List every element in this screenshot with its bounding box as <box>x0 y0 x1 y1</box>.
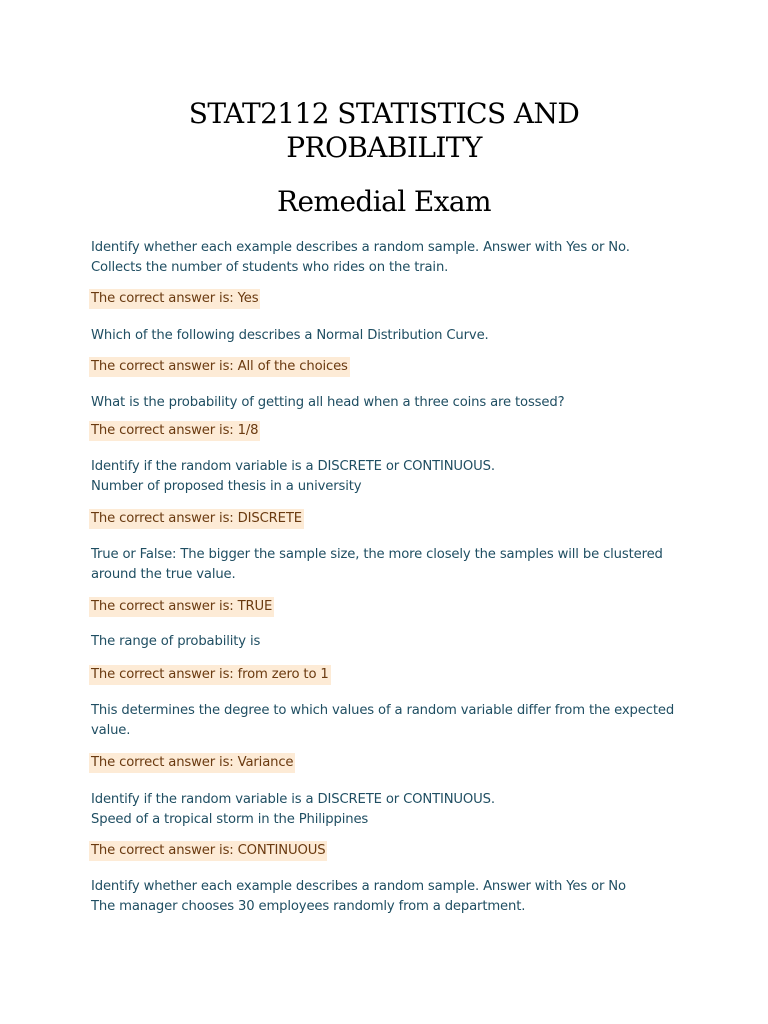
document-subtitle: Remedial Exam <box>277 185 491 218</box>
answer-8: The correct answer is: CONTINUOUS <box>89 841 327 861</box>
question-1 <box>91 238 691 278</box>
question-6 <box>91 632 691 652</box>
question-1-line-1: Identify whether each example describes a random sample. Answer with Yes or No. <box>91 240 630 255</box>
document-title-line-2: PROBABILITY <box>286 131 482 164</box>
answer-3: The correct answer is: 1/8 <box>89 421 260 441</box>
question-9-line-1: Identify whether each example describes a random sample. Answer with Yes or No <box>91 879 626 894</box>
question-2-line-1: Which of the following describes a Normal Distribution Curve. <box>91 328 489 343</box>
question-8-line-2: Speed of a tropical storm in the Philippines <box>91 812 369 827</box>
question-4-line-2: Number of proposed thesis in a university <box>91 479 362 494</box>
question-1-line-2: Collects the number of students who rides on the train. <box>91 260 449 275</box>
answer-4: The correct answer is: DISCRETE <box>89 509 304 529</box>
answer-6: The correct answer is: from zero to 1 <box>89 665 331 685</box>
question-5 <box>91 545 691 585</box>
question-7-line-1: This determines the degree to which values of a random variable differ from the expected <box>91 703 675 718</box>
answer-7: The correct answer is: Variance <box>89 753 295 773</box>
question-9-line-2: The manager chooses 30 employees randomly from a department. <box>91 899 526 914</box>
question-3 <box>91 393 691 413</box>
question-6-line-1: The range of probability is <box>91 634 261 649</box>
question-8 <box>91 790 691 830</box>
question-9 <box>91 877 691 917</box>
answer-5: The correct answer is: TRUE <box>89 597 274 617</box>
question-3-line-1: What is the probability of getting all head when a three coins are tossed? <box>91 395 565 410</box>
question-4 <box>91 457 691 497</box>
question-7-line-2: value. <box>91 723 131 738</box>
question-4-line-1: Identify if the random variable is a DISCRETE or CONTINUOUS. <box>91 459 495 474</box>
question-2 <box>91 326 691 346</box>
answer-1: The correct answer is: Yes <box>89 289 260 309</box>
document-title-line-1: STAT2112 STATISTICS AND <box>188 97 580 130</box>
question-5-line-2: around the true value. <box>91 567 236 582</box>
question-8-line-1: Identify if the random variable is a DISCRETE or CONTINUOUS. <box>91 792 495 807</box>
answer-2: The correct answer is: All of the choices <box>89 357 350 377</box>
question-5-line-1: True or False: The bigger the sample size, the more closely the samples will be clustered <box>91 547 663 562</box>
question-7 <box>91 701 691 741</box>
